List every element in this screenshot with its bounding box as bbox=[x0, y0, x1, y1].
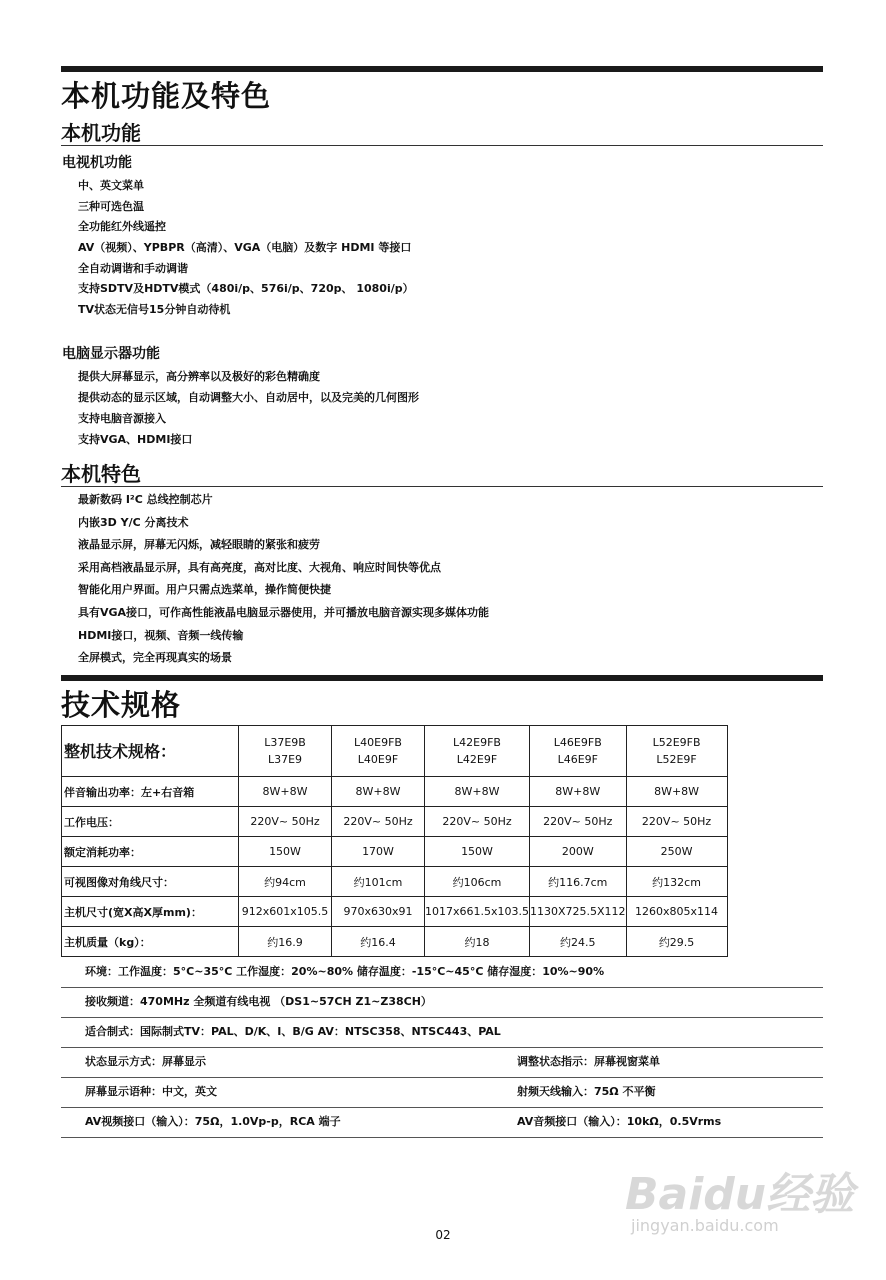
table-cell: 150W bbox=[425, 837, 530, 867]
tv-functions-heading: 电视机功能 bbox=[62, 155, 132, 171]
list-item: 提供动态的显示区域，自动调整大小、自动居中，以及完美的几何图形 bbox=[78, 391, 419, 404]
list-item: 采用高档液晶显示屏，具有高亮度，高对比度、大视角、响应时间快等优点 bbox=[78, 560, 441, 574]
functions-heading: 本机功能 bbox=[61, 121, 141, 145]
model-cell: L40E9FB L40E9F bbox=[332, 726, 425, 777]
rf-input-text: 射频天线输入：75Ω 不平衡 bbox=[517, 1085, 656, 1098]
row-label: 工作电压： bbox=[62, 807, 239, 837]
features-list bbox=[78, 489, 489, 670]
top-rule bbox=[61, 66, 823, 72]
table-cell: 170W bbox=[332, 837, 425, 867]
table-cell: 220V~ 50Hz bbox=[530, 807, 627, 837]
list-item: 支持SDTV及HDTV模式（480i/p、576i/p、720p、 1080i/p） bbox=[78, 282, 414, 296]
language-row bbox=[61, 1077, 823, 1108]
list-item: 智能化用户界面。用户只需点选菜单，操作简便快捷 bbox=[78, 583, 331, 597]
table-cell: 970x630x91 bbox=[332, 897, 425, 927]
list-item: 全屏模式，完全再现真实的场景 bbox=[78, 651, 232, 665]
table-cell: 约106cm bbox=[425, 867, 530, 897]
table-cell: 约24.5 bbox=[530, 927, 627, 957]
list-item: 具有VGA接口，可作高性能液晶电脑显示器使用，并可播放电脑音源实现多媒体功能 bbox=[78, 605, 490, 619]
table-cell: 1017x661.5x103.5 bbox=[425, 897, 530, 927]
list-item: 三种可选色温 bbox=[78, 199, 144, 213]
table-cell: 8W+8W bbox=[332, 777, 425, 807]
list-item: 内嵌3D Y/C 分离技术 bbox=[78, 515, 189, 529]
list-item: AV（视频）、YPBPR（高清）、VGA（电脑）及数字 HDMI 等接口 bbox=[78, 241, 412, 255]
table-cell: 约16.9 bbox=[239, 927, 332, 957]
tv-functions-list bbox=[78, 176, 414, 321]
table-row bbox=[62, 897, 728, 927]
list-item: 全功能红外线遥控 bbox=[78, 220, 166, 234]
table-cell: 1260x805x114 bbox=[626, 897, 727, 927]
table-cell: 8W+8W bbox=[626, 777, 727, 807]
table-cell: 8W+8W bbox=[425, 777, 530, 807]
table-cell: 约101cm bbox=[332, 867, 425, 897]
model-cell: L46E9FB L46E9F bbox=[530, 726, 627, 777]
table-row bbox=[62, 807, 728, 837]
row-label: 额定消耗功率： bbox=[62, 837, 239, 867]
table-cell: 约132cm bbox=[626, 867, 727, 897]
environment-row bbox=[61, 957, 823, 988]
table-cell: 1130X725.5X112 bbox=[530, 897, 627, 927]
page-title: 本机功能及特色 bbox=[61, 79, 272, 113]
table-row bbox=[62, 837, 728, 867]
row-label: 伴音输出功率：左+右音箱 bbox=[62, 777, 239, 807]
specs-rule bbox=[61, 675, 823, 681]
row-label: 可视图像对角线尺寸： bbox=[62, 867, 239, 897]
row-label: 主机质量（kg）： bbox=[62, 927, 239, 957]
table-cell: 约16.4 bbox=[332, 927, 425, 957]
av-audio-text: AV音频接口（输入）：10kΩ，0.5Vrms bbox=[517, 1115, 722, 1128]
page-number: 02 bbox=[435, 1228, 451, 1242]
list-item: 最新数码 I²C 总线控制芯片 bbox=[78, 493, 213, 506]
table-row bbox=[62, 726, 728, 777]
list-item: TV状态无信号15分钟自动待机 bbox=[78, 303, 231, 317]
watermark-url: jingyan.baidu.com bbox=[631, 1216, 779, 1235]
table-cell: 220V~ 50Hz bbox=[239, 807, 332, 837]
table-cell: 220V~ 50Hz bbox=[626, 807, 727, 837]
adjust-indicator-text: 调整状态指示：屏幕视窗菜单 bbox=[517, 1055, 660, 1068]
table-cell: 912x601x105.5 bbox=[239, 897, 332, 927]
list-item: 中、英文菜单 bbox=[78, 179, 144, 192]
watermark-logo: Baidu经验 bbox=[625, 1169, 855, 1220]
osd-language-text: 屏幕显示语种：中文，英文 bbox=[85, 1085, 217, 1098]
status-display-text: 状态显示方式：屏幕显示 bbox=[85, 1055, 206, 1068]
table-cell: 200W bbox=[530, 837, 627, 867]
av-row bbox=[61, 1107, 823, 1138]
functions-rule bbox=[61, 145, 823, 146]
table-cell: 8W+8W bbox=[239, 777, 332, 807]
model-cell: L42E9FB L42E9F bbox=[425, 726, 530, 777]
reception-row bbox=[61, 987, 823, 1018]
model-cell: L52E9FB L52E9F bbox=[626, 726, 727, 777]
table-cell: 约94cm bbox=[239, 867, 332, 897]
tv-system-row bbox=[61, 1017, 823, 1048]
list-item: 支持电脑音源接入 bbox=[78, 412, 166, 425]
list-item: 支持VGA、HDMI接口 bbox=[78, 433, 193, 446]
table-cell: 约18 bbox=[425, 927, 530, 957]
table-cell: 8W+8W bbox=[530, 777, 627, 807]
environment-text: 环境：工作温度：5°C~35°C 工作湿度：20%~80% 储存温度：-15°C~45°C 储存湿度：10%~90% bbox=[85, 965, 605, 978]
reception-text: 接收频道：470MHz 全频道有线电视 （DS1~57CH Z1~Z38CH） bbox=[85, 995, 432, 1008]
specs-heading: 技术规格 bbox=[61, 688, 182, 722]
table-cell: 220V~ 50Hz bbox=[332, 807, 425, 837]
row-label: 主机尺寸(宽X高X厚mm)： bbox=[62, 897, 239, 927]
table-cell: 250W bbox=[626, 837, 727, 867]
model-cell: L37E9B L37E9 bbox=[239, 726, 332, 777]
table-row bbox=[62, 927, 728, 957]
spec-table bbox=[61, 725, 728, 957]
table-cell: 220V~ 50Hz bbox=[425, 807, 530, 837]
table-cell: 约116.7cm bbox=[530, 867, 627, 897]
av-video-text: AV视频接口（输入）：75Ω，1.0Vp-p，RCA 端子 bbox=[85, 1115, 341, 1128]
list-item: 提供大屏幕显示，高分辨率以及极好的彩色精确度 bbox=[78, 370, 320, 383]
table-cell: 150W bbox=[239, 837, 332, 867]
pc-functions-list bbox=[78, 366, 419, 450]
list-item: HDMI接口，视频、音频一线传输 bbox=[78, 628, 244, 642]
table-row bbox=[62, 867, 728, 897]
features-heading: 本机特色 bbox=[61, 462, 141, 486]
table-cell: 约29.5 bbox=[626, 927, 727, 957]
table-row bbox=[62, 777, 728, 807]
pc-functions-heading: 电脑显示器功能 bbox=[62, 346, 160, 362]
status-row bbox=[61, 1047, 823, 1078]
spec-table-label: 整机技术规格： bbox=[62, 726, 239, 777]
features-rule bbox=[61, 486, 823, 487]
tv-system-text: 适合制式：国际制式TV：PAL、D/K、I、B/G AV：NTSC358、NTSC443、PAL bbox=[85, 1025, 501, 1038]
list-item: 液晶显示屏，屏幕无闪烁，减轻眼睛的紧张和疲劳 bbox=[78, 538, 320, 552]
list-item: 全自动调谐和手动调谐 bbox=[78, 261, 188, 275]
